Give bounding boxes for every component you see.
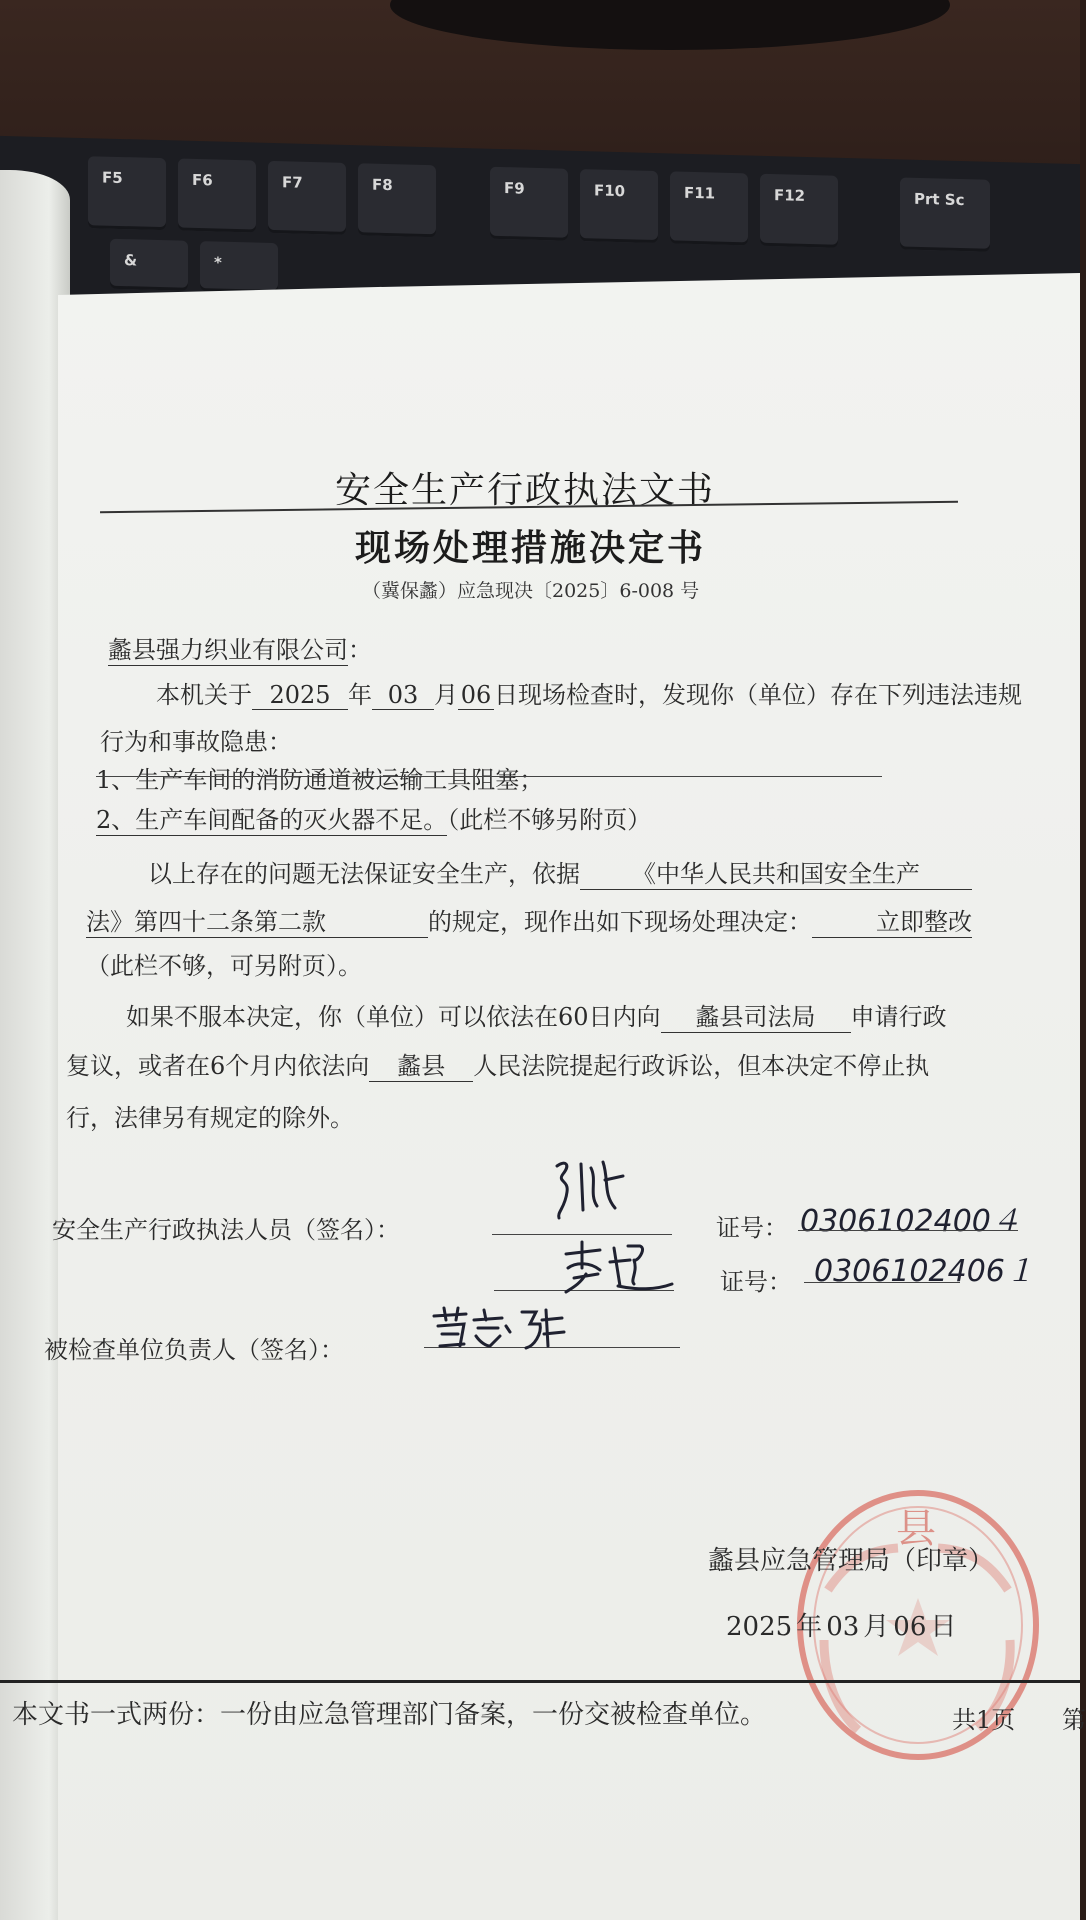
responsible-label: 被检查单位负责人（签名）： [44, 1336, 344, 1364]
keyboard-key: F8 [358, 163, 436, 237]
document-number: （冀保蠡）应急现决〔2025〕6-008 号 [362, 580, 700, 602]
keyboard-key: * [200, 241, 278, 293]
keyboard-key: Prt Sc [900, 177, 990, 251]
appeal-line-2: 复议，或者在6个月内依法向 蠡县 人民法院提起行政诉讼，但本决定不停止执 [66, 1046, 929, 1082]
page-info-cut: 第 [1062, 1706, 1086, 1734]
keyboard-key: F5 [88, 156, 166, 230]
officer-signature-1 [545, 1150, 635, 1230]
basis-line-1: 以上存在的问题无法保证安全生产，依据 《中华人民共和国安全生产 [148, 854, 972, 890]
basis-note: （此栏不够，可另附页）。 [86, 952, 362, 980]
keyboard-key: & [110, 239, 188, 291]
svg-text:李超: 李超 [600, 1293, 605, 1295]
cert-underline [804, 1282, 960, 1283]
cert-underline [798, 1230, 1018, 1231]
issue-underline [96, 776, 882, 777]
inspection-line-2: 行为和事故隐患： [100, 728, 292, 756]
cert-number: 0306102400４ [800, 1204, 1021, 1239]
responsible-signature [430, 1306, 570, 1352]
issue-item: 1、生产车间的消防通道被运输工具阻塞； [96, 766, 544, 794]
officers-label: 安全生产行政执法人员（签名）： [52, 1216, 400, 1244]
keyboard-key: F11 [670, 171, 748, 245]
keyboard-key: F12 [760, 174, 838, 248]
officer-signature-line [492, 1234, 672, 1235]
issuer: 蠡县应急管理局（印章） [708, 1546, 995, 1576]
keyboard-key: F7 [268, 161, 346, 235]
document-subtitle: 现场处理措施决定书 [355, 527, 707, 569]
cert-label: 证号： [716, 1214, 788, 1242]
cert-number: 0306102406１ [814, 1254, 1035, 1289]
svg-text:张彬: 张彬 [575, 1223, 580, 1225]
keyboard-key: F6 [178, 159, 256, 233]
issue-item: 2、生产车间配备的灭火器不足。（此栏不够另附页） [96, 806, 652, 834]
officer-signature-2 [560, 1240, 680, 1296]
svg-text:县: 县 [896, 1506, 936, 1552]
svg-text:黄志强: 黄志强 [470, 1349, 477, 1351]
footer-rule [0, 1680, 1080, 1683]
document-title: 安全生产行政执法文书 [335, 470, 716, 511]
inspection-line: 本机关于 2025 年 03 月 06 日现场检查时，发现你（单位）存在下列违法违规 [156, 681, 1022, 709]
issue-date: 2025 年 03 月 06 日 [726, 1612, 957, 1642]
appeal-line-3: 行，法律另有规定的除外。 [66, 1104, 354, 1132]
basis-line-2: 法》第四十二条第二款 的规定，现作出如下现场处理决定： 立即整改 [86, 902, 972, 938]
keyboard-key: F10 [580, 169, 658, 243]
page-info: 共1页 [952, 1706, 1016, 1734]
cert-label: 证号： [720, 1268, 792, 1296]
keyboard-key: F9 [490, 167, 568, 241]
addressee: 蠡县强力织业有限公司： [108, 636, 372, 664]
footer-note: 本文书一式两份：一份由应急管理部门备案，一份交被检查单位。 [12, 1700, 767, 1730]
appeal-line-1: 如果不服本决定，你（单位）可以依法在60日内向 蠡县司法局 申请行政 [126, 997, 947, 1033]
